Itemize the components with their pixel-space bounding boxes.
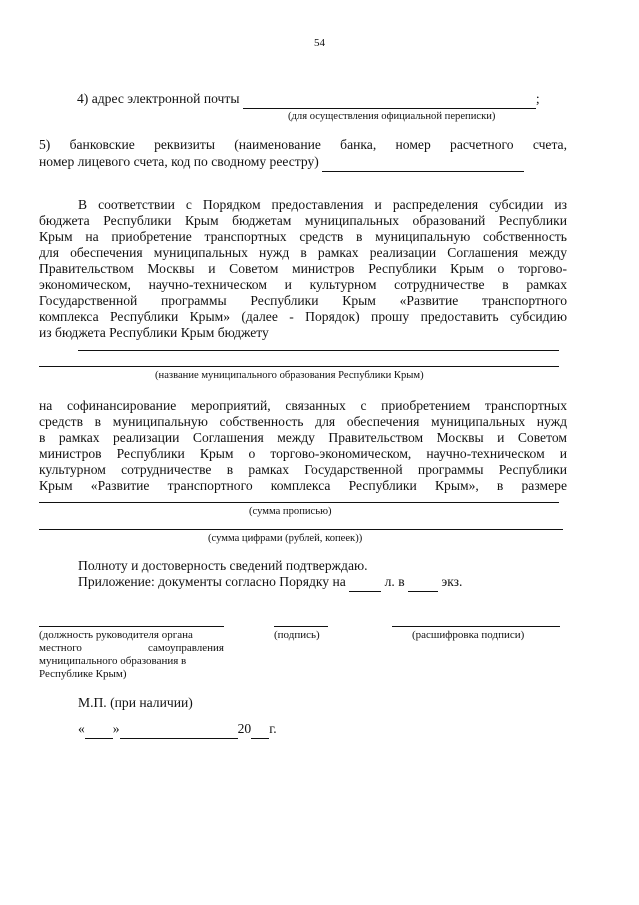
bank-line-1: 5) банковские реквизиты (наименование банка, номер расчетного счета, (39, 137, 567, 152)
municipality-field-line-1[interactable] (78, 350, 559, 351)
amount-digits-field[interactable] (39, 529, 563, 530)
cofinancing-line: в рамках реализации Соглашения между Правительством Москвы и Советом (39, 430, 567, 445)
amount-words-field[interactable] (39, 502, 559, 503)
email-row (77, 90, 540, 108)
cofinancing-line: культурном сотрудничестве в рамках Государственной программы Республики (39, 462, 567, 477)
amount-words-caption: (сумма прописью) (249, 506, 332, 517)
main-paragraph-line: комплекса Республики Крым» (далее - Порядок) прошу предоставить субсидию (39, 309, 567, 324)
date-year-prefix: 20 (237, 721, 252, 736)
attachment-row (78, 573, 462, 591)
bank-details-field[interactable] (322, 154, 524, 172)
date-close-quote: » (112, 721, 120, 736)
main-paragraph-line: В соответствии с Порядком предоставления и распределения субсидии из (78, 197, 567, 212)
date-open-quote: « (78, 721, 85, 736)
main-paragraph-line: бюджета Республики Крым бюджетам муниципальных образований Республики (39, 213, 567, 228)
main-paragraph-line: экономическом, научно-техническом и культурном сотрудничестве в рамках (39, 277, 567, 292)
position-caption-line: муниципального образования в (39, 655, 187, 667)
main-paragraph-line: из бюджета Республики Крым бюджету (39, 325, 269, 340)
bank-line-2: номер лицевого счета, код по сводному реестру) (39, 154, 319, 169)
cofinancing-line: на софинансирование мероприятий, связанных с приобретением транспортных (39, 398, 567, 413)
municipality-field-line-2[interactable] (39, 366, 559, 367)
signature-caption: (подпись) (274, 629, 320, 641)
date-year-suffix: г. (269, 721, 277, 736)
confirmation-text: Полноту и достоверность сведений подтверждаю. (78, 558, 368, 573)
bank-row-2 (39, 153, 524, 171)
attachment-pages-suffix: л. в (384, 574, 405, 589)
position-caption-line: (должность руководителя органа (39, 629, 193, 641)
main-paragraph-line: Крым на приобретение транспортных средств в муниципальную собственность (39, 229, 567, 244)
position-caption-line: местного самоуправления (39, 642, 224, 654)
signature-field[interactable] (274, 626, 328, 627)
signature-decoding-caption: (расшифровка подписи) (412, 629, 525, 641)
signature-decoding-field[interactable] (392, 626, 560, 627)
email-label: 4) адрес электронной почты (77, 91, 240, 106)
cofinancing-line: Крым «Развитие транспортного комплекса Республики Крым», в размере (39, 478, 567, 493)
email-field[interactable] (243, 91, 536, 109)
date-day-field[interactable] (85, 721, 113, 739)
date-month-field[interactable] (120, 721, 238, 739)
main-paragraph-line: для обеспечения муниципальных нужд в рамках реализации Соглашения между (39, 245, 567, 260)
main-paragraph-line: Правительством Москвы и Советом министров Республики Крым о торгово- (39, 261, 567, 276)
email-note: (для осуществления официальной переписки) (288, 111, 496, 122)
date-year-field[interactable] (251, 721, 269, 739)
attachment-copies-suffix: экз. (441, 574, 463, 589)
email-terminator: ; (535, 91, 540, 106)
page-number: 54 (314, 37, 325, 49)
cofinancing-line: министров Республики Крым о торгово-экономическом, научно-техническом и (39, 446, 567, 461)
position-caption (39, 629, 224, 681)
attachment-copies-field[interactable] (408, 574, 438, 592)
main-paragraph-line: Государственной программы Республики Крым «Развитие транспортного (39, 293, 567, 308)
stamp-text: М.П. (при наличии) (78, 695, 193, 710)
position-field[interactable] (39, 626, 224, 627)
position-caption-line: Республике Крым) (39, 668, 127, 680)
cofinancing-line: средств в муниципальную собственность для обеспечения муниципальных нужд (39, 414, 567, 429)
attachment-pages-field[interactable] (349, 574, 381, 592)
municipality-caption: (название муниципального образования Республики Крым) (155, 370, 424, 381)
amount-digits-caption: (сумма цифрами (рублей, копеек)) (208, 533, 363, 544)
attachment-prefix: Приложение: документы согласно Порядку на (78, 574, 346, 589)
date-row (78, 720, 277, 738)
